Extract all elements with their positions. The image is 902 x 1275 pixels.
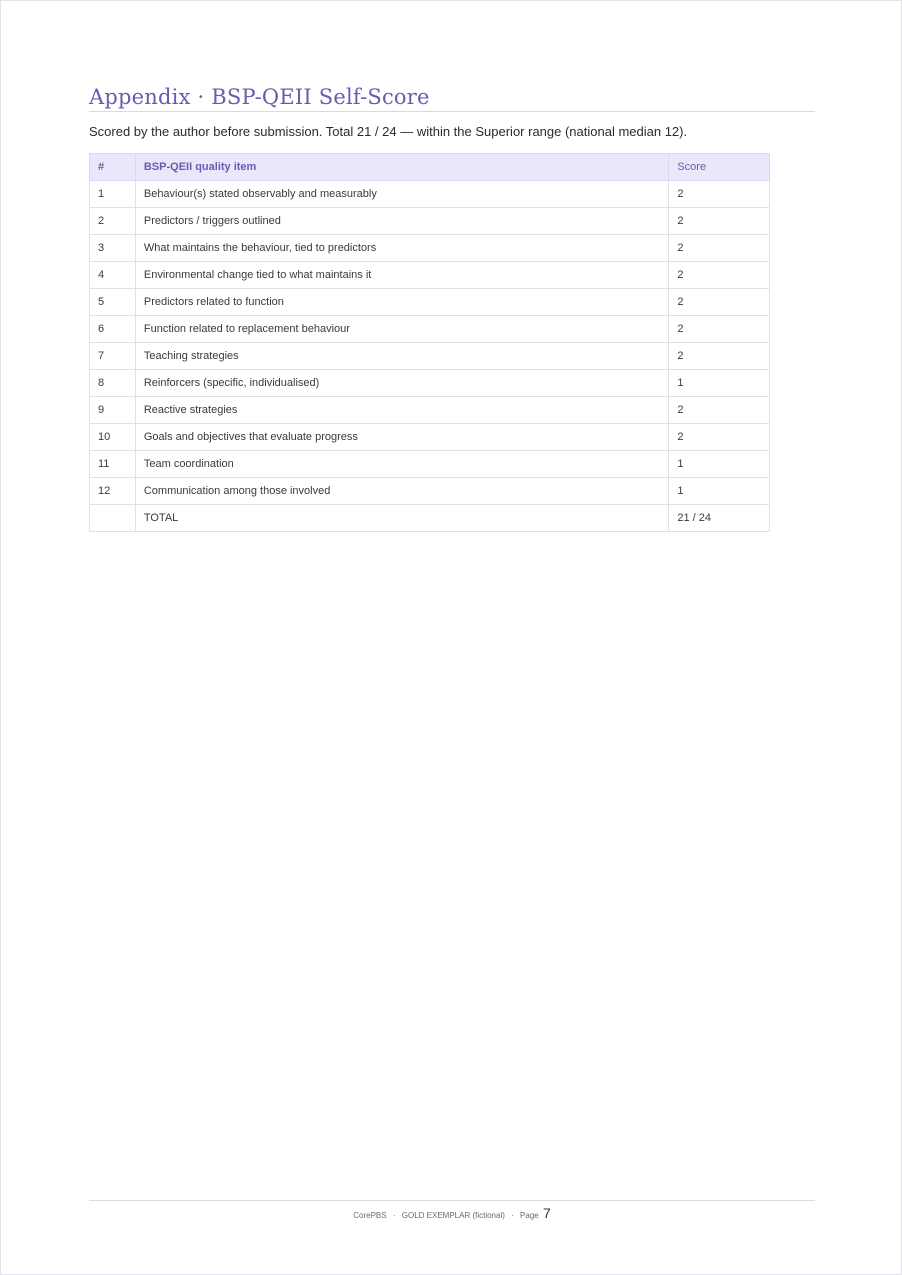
table-row <box>90 208 770 235</box>
footer-brand: CorePBS <box>353 1211 387 1220</box>
row-item: Behaviour(s) stated observably and measurably <box>135 181 668 208</box>
footer-separator: · <box>511 1211 514 1220</box>
row-number: 12 <box>90 478 136 505</box>
row-number: 11 <box>90 451 136 478</box>
column-header-number: # <box>90 154 136 181</box>
row-number: 7 <box>90 343 136 370</box>
row-score: 2 <box>669 289 770 316</box>
page-footer <box>89 1205 815 1221</box>
row-item: Communication among those involved <box>135 478 668 505</box>
row-number: 3 <box>90 235 136 262</box>
row-number: 4 <box>90 262 136 289</box>
table-row <box>90 370 770 397</box>
table-row <box>90 424 770 451</box>
table-row <box>90 343 770 370</box>
row-item: Predictors related to function <box>135 289 668 316</box>
row-item: Teaching strategies <box>135 343 668 370</box>
row-score: 1 <box>669 478 770 505</box>
row-item: Function related to replacement behaviour <box>135 316 668 343</box>
score-summary: Scored by the author before submission. Total 21 / 24 — within the Superior range (national median 12). <box>89 124 688 139</box>
row-item: Team coordination <box>135 451 668 478</box>
row-item: Predictors / triggers outlined <box>135 208 668 235</box>
row-item: Reactive strategies <box>135 397 668 424</box>
footer-page-label: Page <box>520 1211 539 1220</box>
table-row <box>90 478 770 505</box>
row-number: 2 <box>90 208 136 235</box>
table-row <box>90 262 770 289</box>
row-score: 1 <box>669 370 770 397</box>
table-row <box>90 235 770 262</box>
footer-separator: · <box>392 1211 396 1220</box>
row-number: 6 <box>90 316 136 343</box>
row-item: What maintains the behaviour, tied to predictors <box>135 235 668 262</box>
table-row <box>90 316 770 343</box>
footer-page-number: 7 <box>542 1205 551 1221</box>
row-number: 8 <box>90 370 136 397</box>
footer-divider <box>89 1200 815 1201</box>
column-header-quality-item: BSP-QEII quality item <box>135 154 668 181</box>
table-row <box>90 181 770 208</box>
column-header-score: Score <box>669 154 770 181</box>
page-title: Appendix · BSP-QEII Self-Score <box>89 85 815 112</box>
row-score: 1 <box>669 451 770 478</box>
row-score: 2 <box>669 424 770 451</box>
self-score-table <box>89 153 770 532</box>
row-score: 2 <box>669 397 770 424</box>
row-score: 2 <box>669 235 770 262</box>
table-body <box>90 181 770 532</box>
footer-document-label: GOLD EXEMPLAR (fictional) <box>401 1211 505 1220</box>
row-number: 5 <box>90 289 136 316</box>
table-row <box>90 397 770 424</box>
row-score: 2 <box>669 316 770 343</box>
row-score: 2 <box>669 181 770 208</box>
table-row <box>90 451 770 478</box>
row-item: Environmental change tied to what maintains it <box>135 262 668 289</box>
row-number: 1 <box>90 181 136 208</box>
row-item: Goals and objectives that evaluate progress <box>135 424 668 451</box>
row-score: 2 <box>669 343 770 370</box>
total-label: TOTAL <box>135 505 668 532</box>
total-row <box>90 505 770 532</box>
table-row <box>90 289 770 316</box>
total-number <box>90 505 136 532</box>
row-item: Reinforcers (specific, individualised) <box>135 370 668 397</box>
row-score: 2 <box>669 208 770 235</box>
total-score: 21 / 24 <box>669 505 770 532</box>
row-score: 2 <box>669 262 770 289</box>
row-number: 9 <box>90 397 136 424</box>
row-number: 10 <box>90 424 136 451</box>
table-header-row <box>90 154 770 181</box>
table-header <box>90 154 770 181</box>
